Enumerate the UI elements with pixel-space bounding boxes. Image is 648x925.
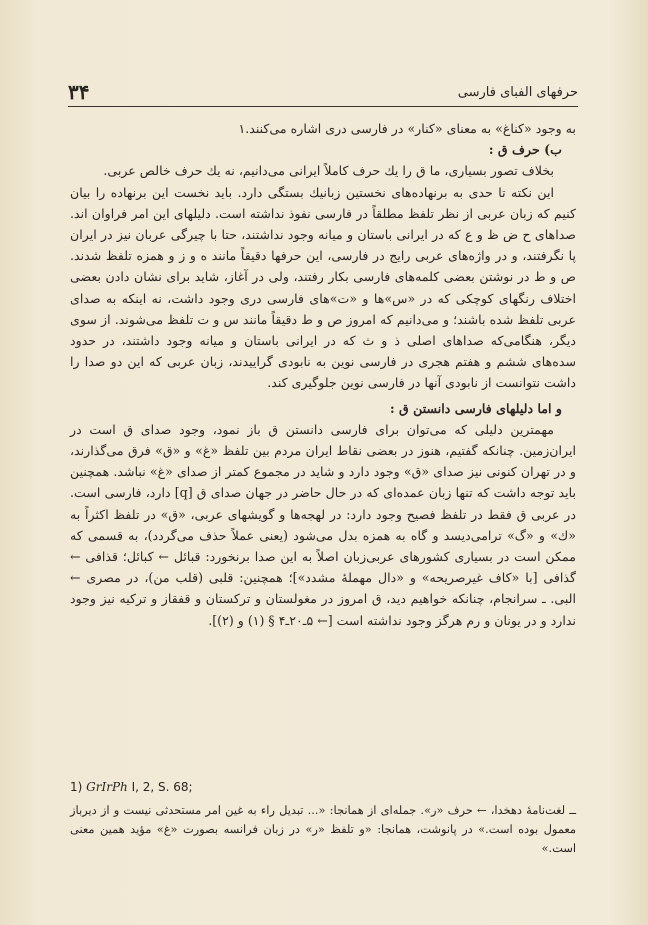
page-number: ۳۴ (68, 80, 90, 104)
body-text (70, 118, 576, 631)
footnote-marker: 1) (70, 780, 83, 794)
footnote (70, 778, 576, 858)
paragraph: این نکته تا حدی به برنهاده‌های نخستین زبانیك بستگی دارد. باید نخست این برنهاده را بیان کنیم که زبان عربی از نظر تلفظ مطلقاً در فارسی نفوذ نداشته است. دلیلهای این امر فراوان اند. صداهای ح ض ظ و ع که در ایرانی باستان و میانه وجود نداشتند، حتا با چیرگی عربان نیز در ایران پا نگرفتند، و در واژه‌های عربی رایج در فارسی، این حرفها دقیقاً مانند ه و ز و همزه تلفظ شدند. ص و ط در نوشتن بعضی کلمه‌های فارسی بکار رفتند، ولی در آغاز، شاید برای نشان دادن بعضی اختلاف رنگهای کوچکی که در «س»ها و «ت»های فارسی دری وجود داشت، نه اینکه به صدای عربی تلفظ شده باشند؛ و می‌دانیم که امروز ص و ط دقیقاً مانند س و ت تلفظ می‌شوند. از سوی دیگر، هنگامی‌که صداهای اصلی ذ و ث که در ایرانی باستان و میانه وجود داشتند، در حدود سده‌های ششم و هفتم هجری در فارسی نوین به نابودی گراییدند، زبان عربی که این دو صدا را داشت نتوانست از نابودی آنها در فارسی نوین جلوگیری کند. (70, 184, 576, 391)
running-head (68, 72, 578, 107)
footnote-citation: I, 2, S. 68; (131, 780, 193, 794)
footnote-reference (70, 778, 576, 797)
running-head-title: حرفهای الفبای فارسی (457, 85, 578, 100)
section-heading-evidence: و اما دلیلهای فارسی دانستن ق : (389, 400, 562, 416)
paragraph: بخلاف تصور بسیاری، ما ق را یك حرف کاملاً ایرانی می‌دانیم، نه یك حرف خالص عربی. (103, 163, 554, 179)
paragraph-continuation: به وجود «کناغ» به معنای «کنار» در فارسی دری اشاره می‌کنند.۱ (238, 121, 576, 136)
footnote-text (70, 801, 576, 858)
section-heading-qaf: ب) حرف ق : (488, 142, 562, 158)
footnote-source: GrIrPh (86, 780, 128, 794)
footnote-body: ــ لغت‌نامهٔ دهخدا، ← حرف «ر». جمله‌ای از همانجا: «... تبدیل راء به غین امر مستحدثی نیست و از دیرباز معمول بوده است.» در پانوشت، همانجا: «و تلفظ «ر» در زبان فرانسه بصورت «غ» مؤید همین معنی است.» (70, 803, 576, 855)
paragraph: مهمترین دلیلی که می‌توان برای فارسی دانستن ق باز نمود، وجود صدای ق است در ایران‌زمین. چنانکه گفتیم، هنوز در بعضی نقاط ایران مردم بین تلفظ «غ» و «ق» فرق می‌گذارند، و در تهران کنونی نیز صدای «ق» وجود دارد و شاید در مجموع کمتر از صدای «غ» نباشد. همچنین باید توجه داشت که تنها زبان عمده‌ای که در حال حاضر در جهان صدای ق [q] دارد، فارسی است. در عربی ق فقط در تلفظ فصیح وجود دارد: در لهجه‌ها و گویشهای عربی، «ق» در تلفظ اکثراً به «ك» و «گ» ترامی‌دیسد و گاه به همزه بدل می‌شود (یعنی عملاً حذف می‌گردد)، به قسمی که ممکن است در بسیاری کشورهای عربی‌زبان اصلاً به این صدا برنخورد: قبائل ← کبائل؛ قذافی ← گذافی [با «کاف غیرصریحه» و «دال مهملهٔ مشدد»]؛ همچنین: قلبی (قلب من)، در مصری ← البی. ـ سرانجام، چنانکه خواهیم دید، ق امروز در مغولستان و ترکستان و قفقاز و ترکیه نیز وجود ندارد و در یونان و رم هرگز وجود نداشته است [← ۵ـ۲۰ـ۴ § (۱) و (۲)]. (70, 421, 576, 628)
